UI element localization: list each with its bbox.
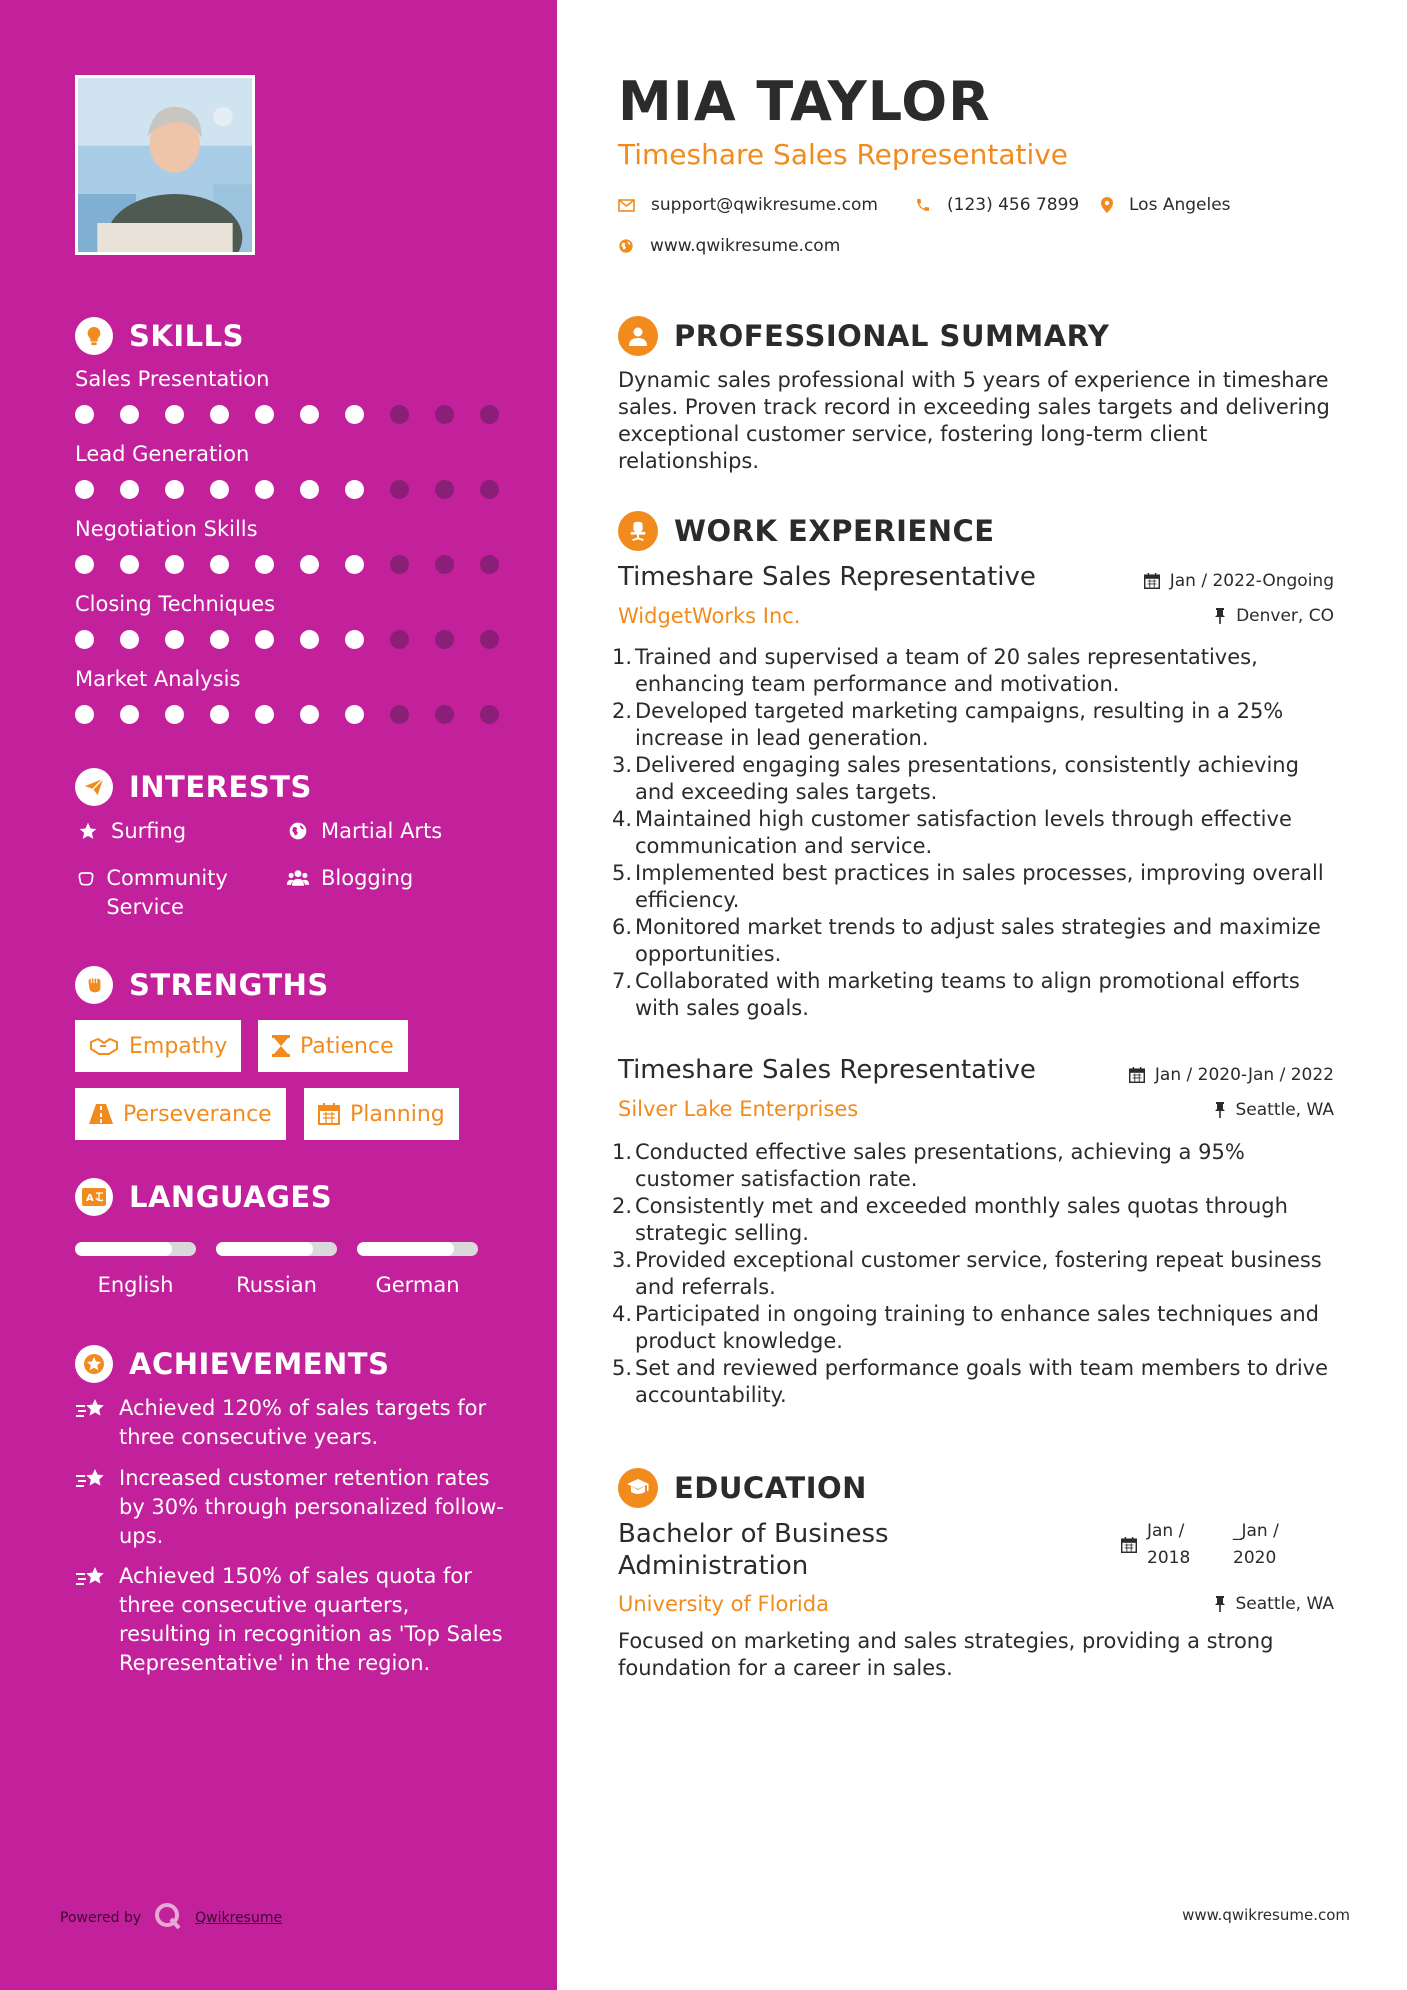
degree-line: Bachelor of Business (618, 1519, 889, 1549)
bullet-text: Conducted effective sales presentations, achieving a 95% customer satisfaction rate. (635, 1140, 1245, 1191)
phone-icon (915, 197, 931, 213)
paper-plane-icon (75, 768, 113, 806)
achievement-item (75, 1464, 505, 1551)
job-bullet (612, 752, 1338, 806)
languages-title: LANGUAGES (129, 1180, 333, 1214)
candidate-name: MIA TAYLOR (618, 70, 991, 133)
rating-dot-filled (300, 555, 319, 574)
date-line: _Jan / (1233, 1521, 1279, 1541)
rating-dot-filled (300, 705, 319, 724)
globe-icon (618, 238, 634, 254)
experience-title: WORK EXPERIENCE (674, 514, 995, 548)
summary-text: Dynamic sales professional with 5 years of experience in timeshare sales. Proven track record in exceeding sales targets and delivering exceptional customer service, fostering long-term client relationships. (618, 368, 1330, 473)
skill-rating (75, 555, 499, 574)
calendar-icon (1129, 1067, 1145, 1083)
bullet-number: 7. (612, 969, 633, 993)
rating-dot-empty (390, 630, 409, 649)
rating-dot-filled (75, 405, 94, 424)
rating-dot-filled (255, 405, 274, 424)
interest-item (285, 817, 442, 846)
qwikresume-logo-icon (153, 1901, 183, 1935)
summary-heading (618, 316, 1109, 356)
job-bullet (612, 860, 1338, 914)
rating-dot-empty (480, 555, 499, 574)
job-bullets (612, 644, 1338, 1022)
skill-label: Market Analysis (75, 667, 241, 691)
bullet-text: Implemented best practices in sales processes, improving overall efficiency. (635, 861, 1324, 912)
fist-icon (75, 966, 113, 1004)
job-dates-text: Jan / 2022-Ongoing (1169, 571, 1334, 591)
rating-dot-filled (210, 705, 229, 724)
achievements-heading (75, 1345, 389, 1383)
powered-by (60, 1901, 282, 1935)
envelope-icon (618, 199, 635, 212)
interest-item (75, 817, 186, 846)
calendar-icon (1121, 1537, 1137, 1557)
rating-dot-filled (165, 405, 184, 424)
degree-line: Administration (618, 1551, 809, 1581)
company-name: WidgetWorks Inc. (618, 604, 801, 628)
contact-phone[interactable] (915, 195, 1079, 215)
rating-dot-filled (165, 480, 184, 499)
rating-dot-filled (210, 405, 229, 424)
rating-dot-empty (435, 555, 454, 574)
job-location-text: Denver, CO (1236, 606, 1334, 626)
pushpin-icon (1214, 608, 1226, 624)
rating-dot-empty (435, 705, 454, 724)
bullet-number: 1. (612, 1140, 633, 1164)
hourglass-icon (272, 1035, 290, 1057)
job-dates (1144, 571, 1334, 591)
interest-item (285, 864, 413, 893)
skills-heading (75, 317, 244, 355)
bullet-number: 6. (612, 915, 633, 939)
candidate-role: Timeshare Sales Representative (618, 138, 1069, 171)
map-pin-icon (1101, 197, 1113, 213)
summary-title: PROFESSIONAL SUMMARY (674, 319, 1110, 353)
skills-title: SKILLS (129, 319, 244, 353)
bullet-text: Provided exceptional customer service, fostering repeat business and referrals. (635, 1248, 1322, 1299)
contact-website[interactable] (618, 236, 840, 256)
rating-dot-filled (120, 480, 139, 499)
degree-title (618, 1518, 889, 1582)
graduation-cap-icon (618, 1468, 658, 1508)
rating-dot-filled (255, 705, 274, 724)
rating-dot-filled (165, 630, 184, 649)
bullet-text: Consistently met and exceeded monthly sales quotas through strategic selling. (635, 1194, 1288, 1245)
interest-label: Martial Arts (321, 819, 443, 843)
strength-badge (304, 1088, 459, 1140)
rating-dot-filled (120, 705, 139, 724)
education-text: Focused on marketing and sales strategies, providing a strong foundation for a career in sales. (618, 1629, 1274, 1680)
education-title: EDUCATION (674, 1471, 867, 1505)
language-bar (357, 1242, 478, 1256)
interests-title: INTERESTS (129, 770, 312, 804)
rating-dot-filled (345, 405, 364, 424)
rating-dot-empty (435, 480, 454, 499)
rating-dot-empty (390, 705, 409, 724)
language-bar-fill (357, 1242, 454, 1256)
bullet-number: 5. (612, 861, 633, 885)
phone-text: (123) 456 7899 (947, 195, 1080, 215)
language-bar (216, 1242, 337, 1256)
bullet-number: 4. (612, 1302, 633, 1326)
rating-dot-filled (120, 555, 139, 574)
strength-label: Patience (300, 1033, 394, 1059)
strength-label: Perseverance (123, 1101, 272, 1127)
achievement-text: Achieved 120% of sales targets for three consecutive years. (119, 1396, 487, 1449)
job-dates (1129, 1065, 1334, 1085)
contact-email[interactable] (618, 195, 878, 215)
shooting-star-icon (75, 1464, 107, 1496)
shooting-star-icon (75, 1394, 107, 1426)
rating-dot-empty (390, 480, 409, 499)
skill-label: Sales Presentation (75, 367, 270, 391)
job-bullet (612, 1193, 1338, 1247)
rating-dot-empty (390, 405, 409, 424)
job-title: Timeshare Sales Representative (618, 1055, 1036, 1085)
bullet-text: Trained and supervised a team of 20 sales representatives, enhancing team performance and motivation. (635, 645, 1258, 696)
strengths-heading (75, 966, 329, 1004)
strength-label: Planning (350, 1101, 445, 1127)
pushpin-icon (1214, 1102, 1226, 1118)
bullet-number: 4. (612, 807, 633, 831)
bullet-text: Collaborated with marketing teams to align promotional efforts with sales goals. (635, 969, 1300, 1020)
education-heading (618, 1468, 867, 1508)
language-bar (75, 1242, 196, 1256)
education-location (1214, 1594, 1335, 1614)
interests-heading (75, 768, 312, 806)
rating-dot-filled (300, 480, 319, 499)
language-icon (75, 1178, 113, 1216)
job-location (1214, 1100, 1335, 1120)
strengths-title: STRENGTHS (129, 968, 329, 1002)
languages-heading (75, 1178, 332, 1216)
rating-dot-empty (435, 630, 454, 649)
rating-dot-filled (75, 705, 94, 724)
education-location-text: Seattle, WA (1235, 1594, 1334, 1614)
contact-location (1101, 195, 1231, 215)
rating-dot-filled (165, 555, 184, 574)
achievement-text: Achieved 150% of sales quota for three consecutive quarters, resulting in recognition as 'Top Sales Representative' in the region. (119, 1564, 503, 1675)
footer-url[interactable]: www.qwikresume.com (1182, 1906, 1350, 1924)
bullet-text: Monitored market trends to adjust sales strategies and maximize opportunities. (635, 915, 1321, 966)
bullet-number: 2. (612, 1194, 633, 1218)
school-name: University of Florida (618, 1592, 829, 1616)
education-start-date (1147, 1518, 1190, 1572)
date-line: 2018 (1147, 1548, 1191, 1568)
interest-label: Surfing (111, 819, 187, 843)
bullet-text: Set and reviewed performance goals with team members to drive accountability. (635, 1356, 1328, 1407)
date-line: Jan / (1147, 1521, 1185, 1541)
skill-rating (75, 405, 499, 424)
location-text: Los Angeles (1129, 195, 1231, 215)
rating-dot-filled (210, 555, 229, 574)
globe-icon (285, 817, 311, 841)
handshake-icon (89, 1036, 119, 1056)
job-location-text: Seattle, WA (1235, 1100, 1334, 1120)
calendar-icon (1144, 573, 1160, 589)
bullet-text: Developed targeted marketing campaigns, resulting in a 25% increase in lead generation. (635, 699, 1284, 750)
skill-rating (75, 480, 499, 499)
bullet-text: Participated in ongoing training to enhance sales techniques and product knowledge. (635, 1302, 1319, 1353)
users-icon (285, 864, 311, 888)
interest-item (75, 864, 275, 922)
achievement-item (75, 1394, 505, 1452)
road-icon (89, 1104, 113, 1124)
bullet-number: 5. (612, 1356, 633, 1380)
rating-dot-filled (75, 555, 94, 574)
job-bullets (612, 1139, 1338, 1409)
bullet-text: Maintained high customer satisfaction levels through effective communication and service. (635, 807, 1292, 858)
strength-badge (258, 1020, 408, 1072)
rating-dot-empty (480, 705, 499, 724)
qwikresume-link[interactable]: Qwikresume (195, 1910, 283, 1926)
experience-heading (618, 511, 995, 551)
job-bullet (612, 698, 1338, 752)
date-line: 2020 (1233, 1548, 1277, 1568)
bullet-number: 1. (612, 645, 633, 669)
rating-dot-filled (120, 405, 139, 424)
sidebar (0, 0, 557, 1990)
rating-dot-filled (300, 630, 319, 649)
job-location (1214, 606, 1334, 626)
interest-label: Community Service (106, 866, 228, 919)
skill-rating (75, 705, 499, 724)
strength-badge (75, 1020, 241, 1072)
rating-dot-filled (165, 705, 184, 724)
job-bullet (612, 1139, 1338, 1193)
skill-label: Closing Techniques (75, 592, 276, 616)
job-bullet (612, 1355, 1338, 1409)
language-name: English (97, 1273, 174, 1297)
job-title: Timeshare Sales Representative (618, 562, 1036, 592)
language-name: German (375, 1273, 460, 1297)
email-text: support@qwikresume.com (651, 195, 878, 215)
strength-badge (75, 1088, 286, 1140)
pushpin-icon (1214, 1596, 1226, 1612)
rating-dot-filled (255, 555, 274, 574)
office-chair-icon (618, 511, 658, 551)
profile-photo (75, 75, 255, 255)
rating-dot-filled (345, 630, 364, 649)
bullet-text: Delivered engaging sales presentations, consistently achieving and exceeding sales targets. (635, 753, 1299, 804)
rating-dot-empty (480, 630, 499, 649)
skill-label: Negotiation Skills (75, 517, 258, 541)
education-end-date (1233, 1518, 1279, 1572)
rating-dot-filled (255, 480, 274, 499)
job-bullet (612, 1301, 1338, 1355)
language-bar-fill (75, 1242, 172, 1256)
rating-dot-filled (345, 705, 364, 724)
job-dates-text: Jan / 2020-Jan / 2022 (1154, 1065, 1334, 1085)
language-bar-fill (216, 1242, 313, 1256)
award-star-icon (75, 1345, 113, 1383)
bullet-number: 3. (612, 753, 633, 777)
rating-dot-empty (480, 480, 499, 499)
rating-dot-filled (345, 480, 364, 499)
rating-dot-filled (255, 630, 274, 649)
lightbulb-icon (75, 317, 113, 355)
bullet-number: 2. (612, 699, 633, 723)
shooting-star-icon (75, 1562, 107, 1594)
rating-dot-filled (345, 555, 364, 574)
rating-dot-filled (120, 630, 139, 649)
job-bullet (612, 1247, 1338, 1301)
strength-label: Empathy (129, 1033, 228, 1059)
job-bullet (612, 806, 1338, 860)
achievement-text: Increased customer retention rates by 30% through personalized follow-ups. (119, 1466, 504, 1548)
website-text: www.qwikresume.com (650, 236, 841, 256)
job-bullet (612, 644, 1338, 698)
achievement-item (75, 1562, 505, 1678)
interest-label: Blogging (321, 866, 414, 890)
skill-label: Lead Generation (75, 442, 250, 466)
job-bullet (612, 968, 1338, 1022)
company-name: Silver Lake Enterprises (618, 1097, 859, 1121)
powered-by-label: Powered by (60, 1910, 142, 1926)
rating-dot-filled (75, 630, 94, 649)
rating-dot-filled (210, 630, 229, 649)
rating-dot-filled (300, 405, 319, 424)
rating-dot-empty (480, 405, 499, 424)
skill-rating (75, 630, 499, 649)
user-icon (618, 316, 658, 356)
hand-icon (75, 864, 96, 888)
rating-dot-empty (435, 405, 454, 424)
achievements-title: ACHIEVEMENTS (129, 1347, 390, 1381)
calendar-icon (318, 1103, 340, 1125)
star-icon (75, 817, 101, 841)
rating-dot-filled (75, 480, 94, 499)
svg-text:A: A (86, 1193, 94, 1204)
rating-dot-filled (210, 480, 229, 499)
language-name: Russian (236, 1273, 317, 1297)
bullet-number: 3. (612, 1248, 633, 1272)
rating-dot-empty (390, 555, 409, 574)
job-bullet (612, 914, 1338, 968)
